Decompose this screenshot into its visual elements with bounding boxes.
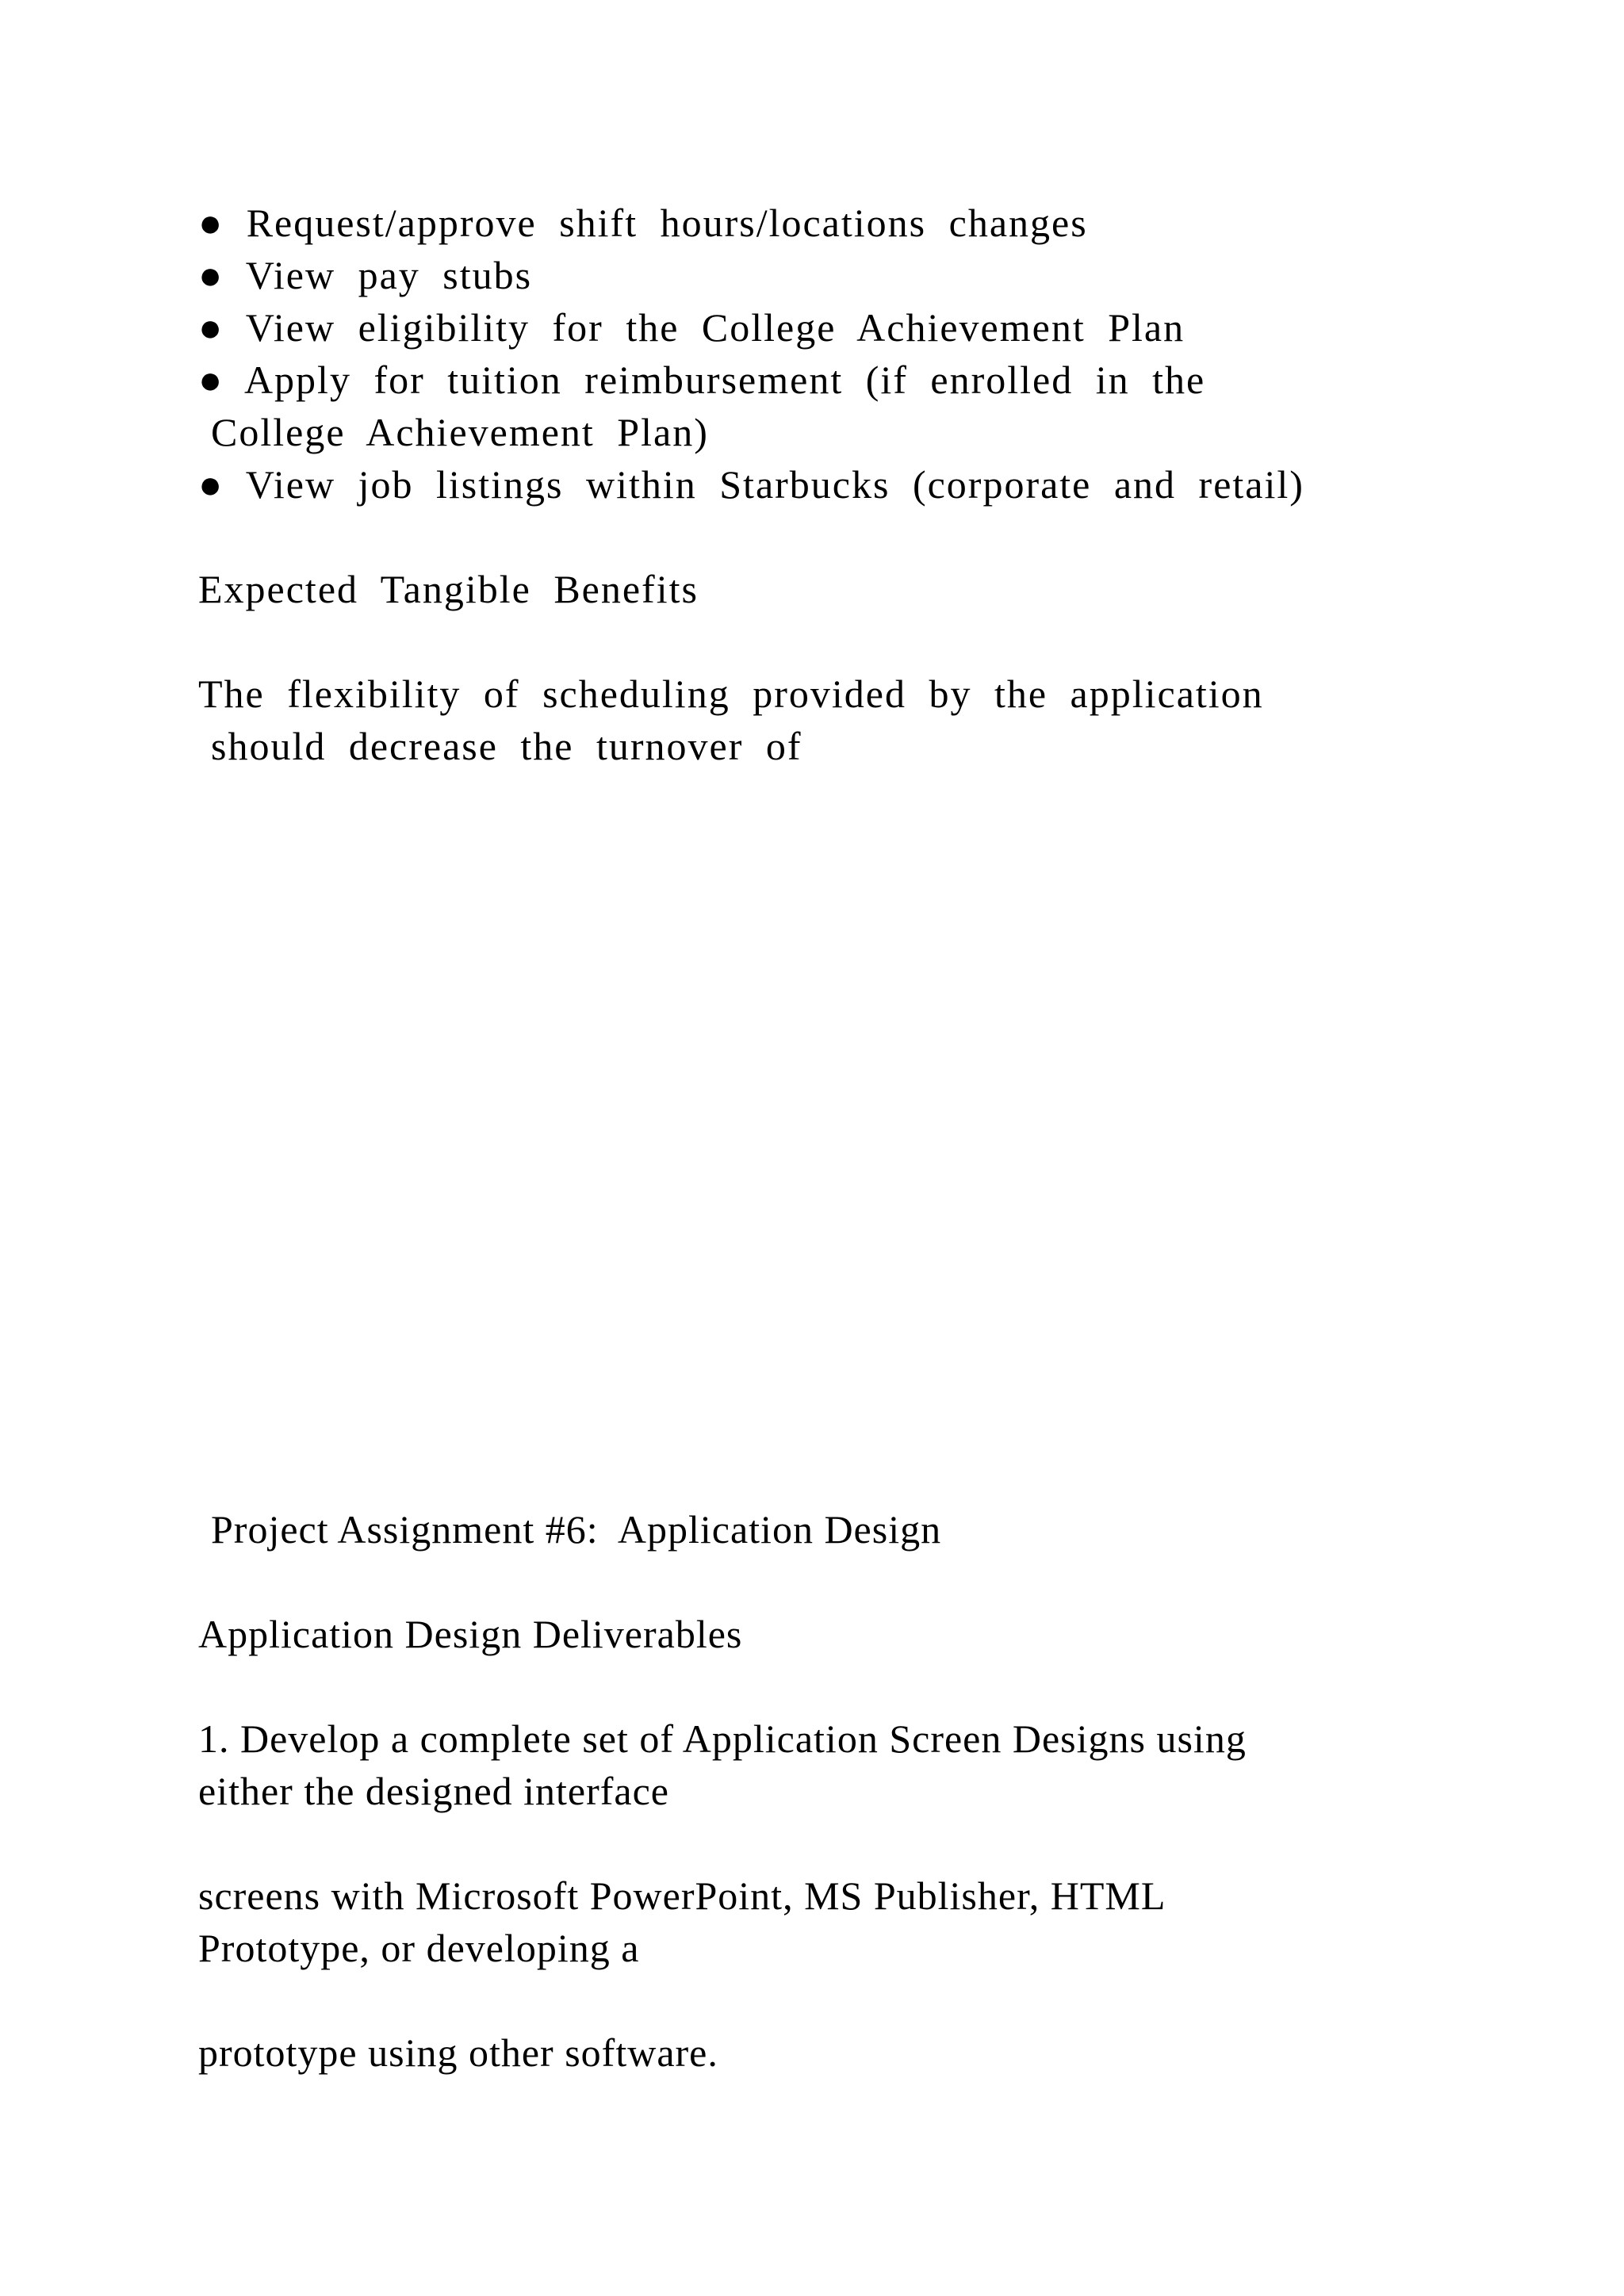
paragraph-line: should decrease the turnover of (211, 724, 802, 768)
list-item: ● View job listings within Starbucks (corporate and retail) (198, 462, 1304, 507)
list-item-continuation: College Achievement Plan) (211, 410, 709, 454)
paragraph-line: either the designed interface (198, 1769, 669, 1813)
section-heading: Expected Tangible Benefits (198, 567, 699, 611)
paragraph-line: 1. Develop a complete set of Application Screen Designs using (198, 1716, 1247, 1761)
paragraph-line: prototype using other software. (198, 2030, 718, 2075)
list-item: ● View eligibility for the College Achievement Plan (198, 305, 1185, 350)
section-heading: Application Design Deliverables (198, 1612, 743, 1656)
list-item: ● View pay stubs (198, 253, 533, 297)
paragraph-line: Prototype, or developing a (198, 1926, 640, 1970)
paragraph-line: The flexibility of scheduling provided by the application (198, 672, 1264, 716)
paragraph-line: screens with Microsoft PowerPoint, MS Publisher, HTML (198, 1873, 1166, 1918)
page-title: Project Assignment #6: Application Design (211, 1507, 942, 1552)
list-item: ● Request/approve shift hours/locations changes (198, 201, 1088, 245)
list-item: ● Apply for tuition reimbursement (if enrolled in the (198, 358, 1206, 402)
